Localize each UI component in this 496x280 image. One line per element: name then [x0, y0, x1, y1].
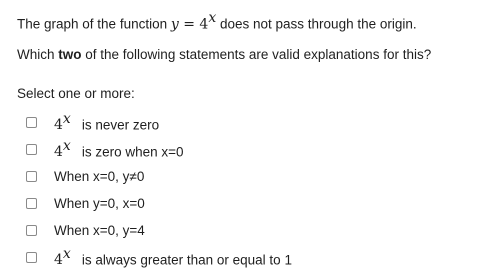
function-exponent: x	[208, 10, 217, 26]
option-3[interactable]	[26, 165, 292, 188]
question-line-1	[17, 9, 493, 33]
question-emphasis: two	[58, 47, 82, 62]
function-variable-y: y	[170, 16, 179, 33]
option-text: is zero when x=0	[81, 144, 184, 160]
question-text-part: does not pass through the origin.	[216, 16, 417, 32]
checkbox[interactable]	[26, 198, 37, 209]
question-text	[17, 9, 493, 65]
checkbox[interactable]	[26, 252, 37, 263]
option-math: 4$^x$	[54, 245, 71, 269]
checkbox[interactable]	[26, 225, 37, 236]
checkbox[interactable]	[26, 117, 37, 128]
option-5[interactable]	[26, 219, 292, 242]
option-math: 4$^x$	[54, 110, 71, 134]
function-expression: = 4	[178, 16, 209, 33]
question-text-part: The graph of the function	[17, 16, 171, 32]
select-prompt: Select one or more:	[17, 86, 135, 101]
option-text: is always greater than or equal to 1	[81, 252, 292, 268]
question-line-2	[17, 45, 493, 65]
option-2[interactable]	[26, 138, 292, 161]
option-1[interactable]	[26, 111, 292, 134]
option-label[interactable]: When x=0, y=4	[54, 223, 145, 238]
checkbox[interactable]	[26, 144, 37, 155]
option-label[interactable]	[54, 247, 292, 269]
option-4[interactable]	[26, 192, 292, 215]
answer-options	[26, 111, 292, 273]
checkbox[interactable]	[26, 171, 37, 182]
option-text: is never zero	[81, 117, 160, 133]
option-label[interactable]	[54, 139, 184, 161]
option-6[interactable]	[26, 246, 292, 269]
option-label[interactable]: When x=0, y≠0	[54, 169, 145, 184]
question-text-part: Which	[17, 47, 59, 62]
option-label[interactable]	[54, 112, 159, 134]
option-math: 4$^x$	[54, 137, 71, 161]
question-text-part: of the following statements are valid explanations for this?	[81, 47, 432, 62]
option-label[interactable]: When y=0, x=0	[54, 196, 145, 211]
